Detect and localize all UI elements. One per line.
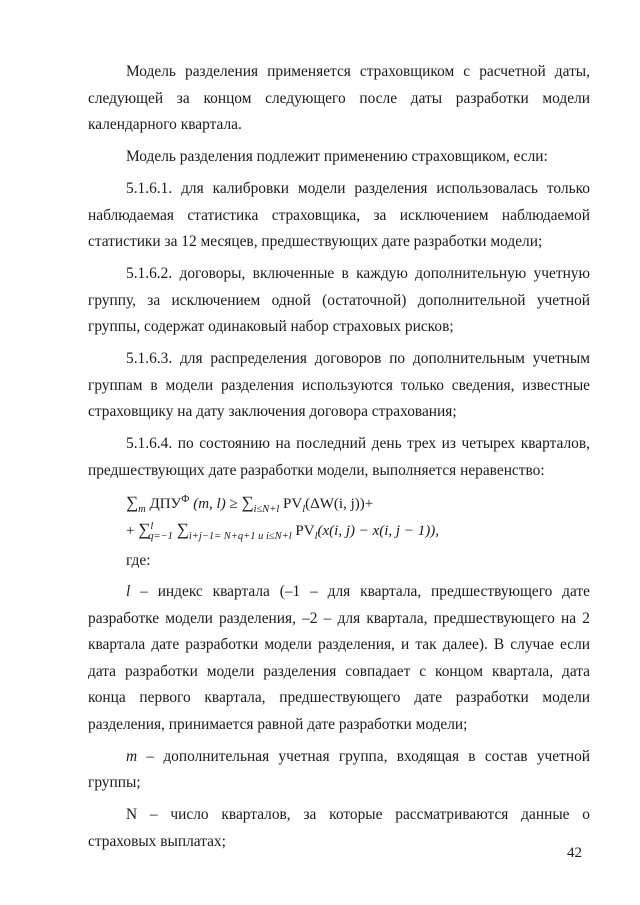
sum-index-q: q=−1 — [148, 530, 173, 542]
definition-m — [88, 744, 590, 797]
inequality-line-1 — [126, 490, 590, 517]
paragraph-5-1-6-2: 5.1.6.2. договоры, включенные в каждую дополнительную учетную группу, за исключением одной (остаточной) дополнительной учетной группы, содержат одинаковый набор страховых рисков; — [88, 265, 590, 335]
symbol-l: l — [126, 583, 131, 600]
sum-symbol: ∑ — [138, 519, 151, 539]
paragraph-model-application: Модель разделения применяется страховщиком с расчетной даты, следующей за концом следующего после даты разработки модели календарного квартала. — [88, 63, 590, 133]
sum-symbol: ∑ — [241, 492, 254, 512]
sum-index-m: m — [138, 503, 146, 515]
pv-subscript: l — [302, 503, 306, 515]
symbol-m: m — [126, 747, 138, 765]
sum-index-condition: i+j−1= N+q+1 и i≤N+l — [188, 530, 292, 542]
inequality-line-2 — [126, 517, 590, 544]
sum-index-range: i≤N+l — [253, 503, 280, 515]
pv-subscript: l — [314, 530, 318, 542]
pv-term: (x(i, j) − x(i, j − 1)), — [317, 522, 439, 539]
paragraph-5-1-6-1: 5.1.6.1. для калибровки модели разделения использовалась только наблюдаемая статистика страховщика, за исключением наблюдаемой статистики за 12 месяцев, предшествующих дате разработки модели; — [88, 180, 590, 250]
page-number: 42 — [567, 845, 582, 861]
definition-l-text: – индекс квартала (–1 – для квартала, предшествующего дате разработке модели разделения, –2 – для квартала, предшествующего на 2 квартала дате разработки модели разделения, и так далее). В случае если дата разработки модели разделения совпадает с концом квартала, дата конца первого квартала, предшествующего дате разработки модели разделения, принимается равной дате разработки модели; — [88, 583, 590, 733]
geq-sign: ≥ — [229, 495, 238, 512]
definition-l — [88, 579, 590, 738]
dpu-superscript: Ф — [181, 493, 190, 505]
sum-symbol: ∑ — [176, 519, 189, 539]
definition-m-text: – дополнительная учетная группа, входящая в состав учетной группы; — [88, 747, 590, 791]
where-label: где: — [126, 551, 151, 569]
pv-term: (ΔW(i, j))+ — [305, 495, 374, 512]
paragraph-conditions-intro: Модель разделения подлежит применению страховщиком, если: — [126, 148, 548, 165]
sum-upper-limit: l — [150, 520, 154, 532]
document-body — [88, 59, 590, 861]
sum-symbol: ∑ — [126, 492, 139, 512]
dpu-term: ДПУ — [149, 495, 182, 512]
pv-symbol: PV — [283, 495, 303, 512]
paragraph-5-1-6-3: 5.1.6.3. для распределения договоров по дополнительным учетным группам в модели разделения используются только сведения, известные страховщику на дату заключения договора страхования; — [88, 350, 590, 420]
pv-symbol: PV — [295, 522, 315, 539]
dpu-args: (m, l) — [193, 495, 226, 512]
paragraph-5-1-6-4: 5.1.6.4. по состоянию на последний день трех из четырех кварталов, предшествующих дате разработки модели, выполняется неравенство: — [88, 435, 590, 479]
plus-sign: + — [126, 522, 135, 539]
definition-n: N – число кварталов, за которые рассматриваются данные о страховых выплатах; — [88, 806, 590, 850]
